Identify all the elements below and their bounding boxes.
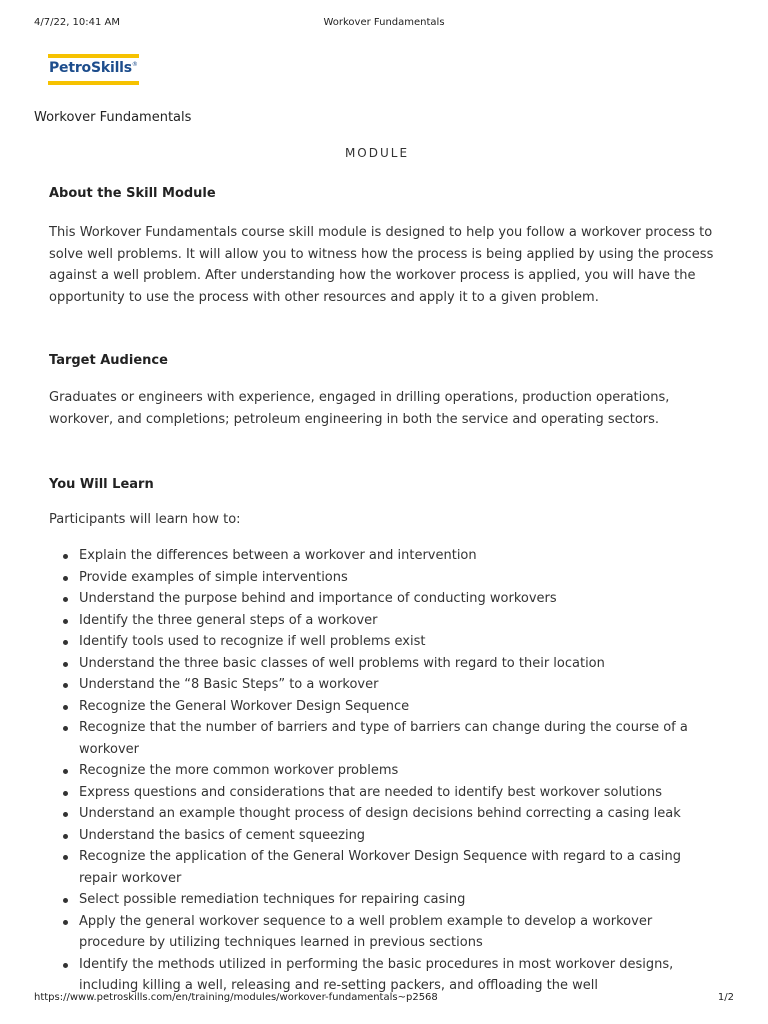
- learn-intro: Participants will learn how to:: [49, 512, 241, 527]
- bullet-icon: [63, 855, 68, 860]
- logo-top-bar: [48, 54, 139, 58]
- bullet-icon: [63, 726, 68, 731]
- bullet-icon: [63, 576, 68, 581]
- bullet-icon: [63, 619, 68, 624]
- target-heading: Target Audience: [49, 353, 168, 368]
- list-item: Recognize the application of the General Workover Design Sequence with regard to a casing repair workover: [49, 846, 719, 889]
- list-item: Recognize the General Workover Design Sequence: [49, 696, 719, 718]
- learn-heading: You Will Learn: [49, 477, 154, 492]
- list-item: Identify tools used to recognize if well problems exist: [49, 631, 719, 653]
- print-header: [34, 17, 734, 31]
- bullet-icon: [63, 834, 68, 839]
- about-body: This Workover Fundamentals course skill module is designed to help you follow a workover process to solve well problems. It will allow you to witness how the process is being applied by using the process against a well problem. After understanding how the workover process is applied, you will have the opportunity to use the process with other resources and apply it to a given problem.: [49, 225, 714, 305]
- list-item: Understand the three basic classes of well problems with regard to their location: [49, 653, 719, 675]
- print-title: Workover Fundamentals: [323, 17, 445, 28]
- bullet-icon: [63, 769, 68, 774]
- about-heading: About the Skill Module: [49, 186, 216, 201]
- page-url[interactable]: https://www.petroskills.com/en/training/modules/workover-fundamentals~p2568: [34, 992, 438, 1003]
- bullet-icon: [63, 963, 68, 968]
- list-item: Understand the “8 Basic Steps” to a workover: [49, 674, 719, 696]
- page-title: Workover Fundamentals: [34, 110, 192, 125]
- bullet-icon: [63, 791, 68, 796]
- page-number: 1/2: [717, 992, 734, 1003]
- bullet-icon: [63, 640, 68, 645]
- bullet-icon: [63, 898, 68, 903]
- list-item: Provide examples of simple interventions: [49, 567, 719, 589]
- list-item: Recognize the more common workover problems: [49, 760, 719, 782]
- bullet-icon: [63, 812, 68, 817]
- bullet-icon: [63, 683, 68, 688]
- list-item: Understand the purpose behind and importance of conducting workovers: [49, 588, 719, 610]
- list-item: Explain the differences between a workover and intervention: [49, 545, 719, 567]
- list-item: Understand the basics of cement squeezing: [49, 825, 719, 847]
- list-item: Express questions and considerations that are needed to identify best workover solutions: [49, 782, 719, 804]
- bullet-icon: [63, 920, 68, 925]
- list-item: Identify the methods utilized in performing the basic procedures in most workover designs, including killing a well, releasing and re-setting packers, and offloading the well: [49, 954, 719, 997]
- bullet-icon: [63, 554, 68, 559]
- target-body: Graduates or engineers with experience, engaged in drilling operations, production operations, workover, and completions; petroleum engineering in both the service and operating sectors.: [49, 390, 670, 427]
- logo-wordmark: PetroSkills®: [49, 60, 138, 76]
- bullet-icon: [63, 705, 68, 710]
- print-datetime: 4/7/22, 10:41 AM: [34, 17, 121, 28]
- petroskills-logo[interactable]: [48, 54, 139, 86]
- learn-list: [49, 545, 719, 997]
- bullet-icon: [63, 662, 68, 667]
- list-item: Recognize that the number of barriers and type of barriers can change during the course of a workover: [49, 717, 719, 760]
- logo-bottom-bar: [48, 81, 139, 85]
- list-item: Identify the three general steps of a workover: [49, 610, 719, 632]
- print-footer: [34, 992, 734, 1006]
- list-item: Understand an example thought process of design decisions behind correcting a casing leak: [49, 803, 719, 825]
- list-item: Apply the general workover sequence to a well problem example to develop a workover procedure by utilizing techniques learned in previous sections: [49, 911, 719, 954]
- bullet-icon: [63, 597, 68, 602]
- list-item: Select possible remediation techniques for repairing casing: [49, 889, 719, 911]
- module-label: MODULE: [344, 146, 410, 160]
